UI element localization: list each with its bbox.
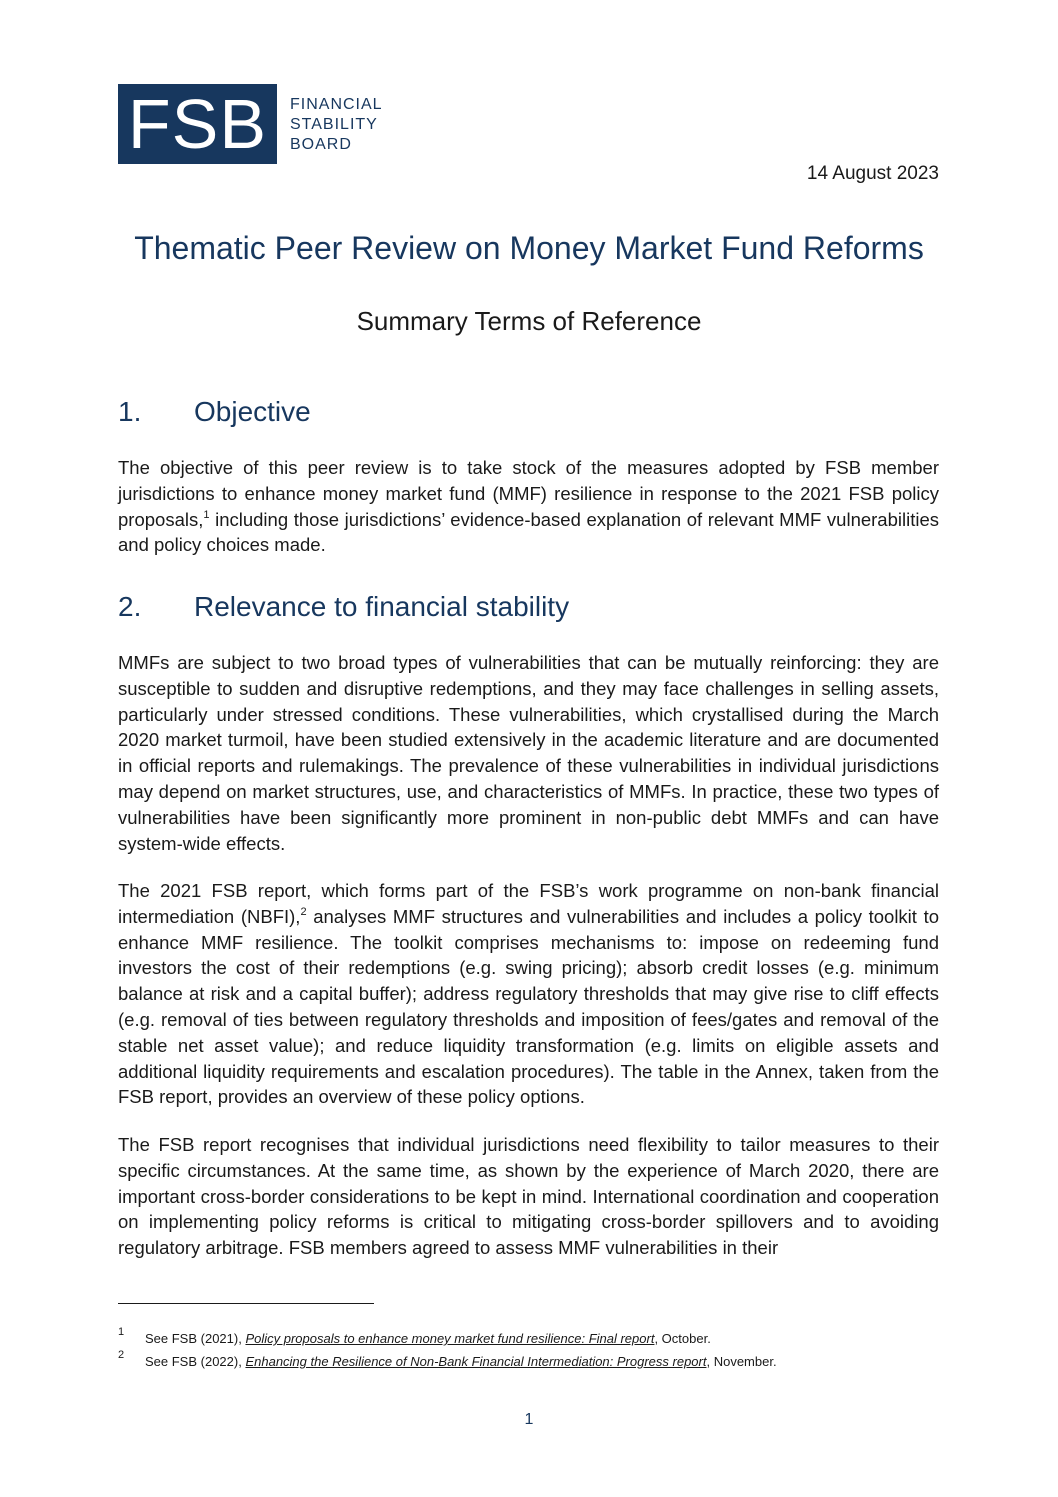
section-number: 1. (118, 396, 142, 427)
footnote-link-nbfi-progress-report[interactable]: Enhancing the Resilience of Non-Bank Financial Intermediation: Progress report (245, 1354, 707, 1369)
document-title: Thematic Peer Review on Money Market Fund Reforms (134, 230, 924, 266)
fsb-logo (118, 84, 383, 164)
footnote-suffix: , November. (706, 1354, 777, 1369)
paragraph-fsb-report (118, 878, 939, 1110)
footnote-ref-2[interactable]: 2 (300, 905, 307, 918)
footnote-prefix: See FSB (2021), (145, 1331, 246, 1346)
paragraph-objective (118, 455, 939, 558)
footnote-1 (118, 1326, 711, 1346)
footnote-suffix: , October. (654, 1331, 711, 1346)
document-date: 14 August 2023 (806, 163, 939, 184)
paragraph-vulnerabilities: MMFs are subject to two broad types of vulnerabilities that can be mutually reinforcing: they are susceptible to sudden and disruptive redemptions, and they may face challenges in selling assets, particularly under stressed conditions. These vulnerabilities, which crystallised during the March 2020 market turmoil, have been studied extensively in the academic literature and are documented in official reports and rulemakings. The prevalence of these vulnerabilities in individual jurisdictions may depend on market structures, use, and characteristics of MMFs. In practice, these two types of vulnerabilities have been significantly more prominent in non-public debt MMFs and can have system-wide effects. (118, 652, 939, 854)
document-subtitle: Summary Terms of Reference (356, 306, 702, 336)
fsb-logo-wordmark (290, 95, 383, 155)
section-number: 2. (118, 591, 142, 622)
footnote-number: 2 (118, 1349, 125, 1361)
paragraph-text: analyses MMF structures and vulnerabilities and includes a policy toolkit to enhance MMF resilience. The toolkit comprises mechanisms to: impose on redeeming fund investors the cost of their redemptions (e.g. swing pricing); absorb credit losses (e.g. minimum balance at risk and a capital buffer); address regulatory thresholds that may give rise to cliff effects (e.g. removal of ties between regulatory thresholds and imposition of fees/gates and removal of the stable net asset value); and reduce liquidity transformation (e.g. limits on eligible assets and additional liquidity requirements and escalation procedures). The table in the Annex, taken from the FSB report, provides an overview of these policy options. (118, 905, 939, 1108)
section-title: Objective (194, 396, 311, 427)
page-number: 1 (524, 1411, 534, 1428)
footnote-ref-1[interactable]: 1 (203, 508, 210, 521)
section-heading-relevance (118, 591, 569, 623)
footnote-number: 1 (118, 1326, 125, 1338)
paragraph-cross-border: The FSB report recognises that individual jurisdictions need flexibility to tailor measures to their specific circumstances. At the same time, as shown by the experience of March 2020, there are important cross-border considerations to be kept in mind. International coordination and cooperation on implementing policy reforms is critical to mitigating cross-border spillovers and to avoiding regulatory arbitrage. FSB members agreed to assess MMF vulnerabilities in their (118, 1134, 939, 1259)
section-title: Relevance to financial stability (194, 591, 570, 622)
logo-line-financial: FINANCIAL (290, 96, 383, 113)
paragraph-text: The 2021 FSB report, which forms part of the FSB’s work programme on non-bank financial intermediation (NBFI), (118, 880, 939, 927)
paragraph-text: The objective of this peer review is to take stock of the measures adopted by FSB member jurisdictions to enhance money market fund (MMF) resilience in response to the 2021 FSB policy proposals, (118, 457, 939, 530)
footnote-link-policy-proposals[interactable]: Policy proposals to enhance money market fund resilience: Final report (245, 1331, 655, 1346)
logo-line-stability: STABILITY (290, 116, 378, 133)
section-heading-objective (118, 396, 311, 428)
paragraph-text: including those jurisdictions’ evidence-based explanation of relevant MMF vulnerabilities and policy choices made. (118, 508, 939, 556)
footnote-2 (118, 1349, 777, 1369)
footnote-divider (118, 1303, 374, 1304)
footnote-text (145, 1331, 711, 1346)
footnote-text (145, 1354, 777, 1369)
logo-line-board: BOARD (290, 136, 352, 153)
footnote-prefix: See FSB (2022), (145, 1354, 246, 1369)
fsb-logo-mark: FSB (118, 84, 277, 164)
